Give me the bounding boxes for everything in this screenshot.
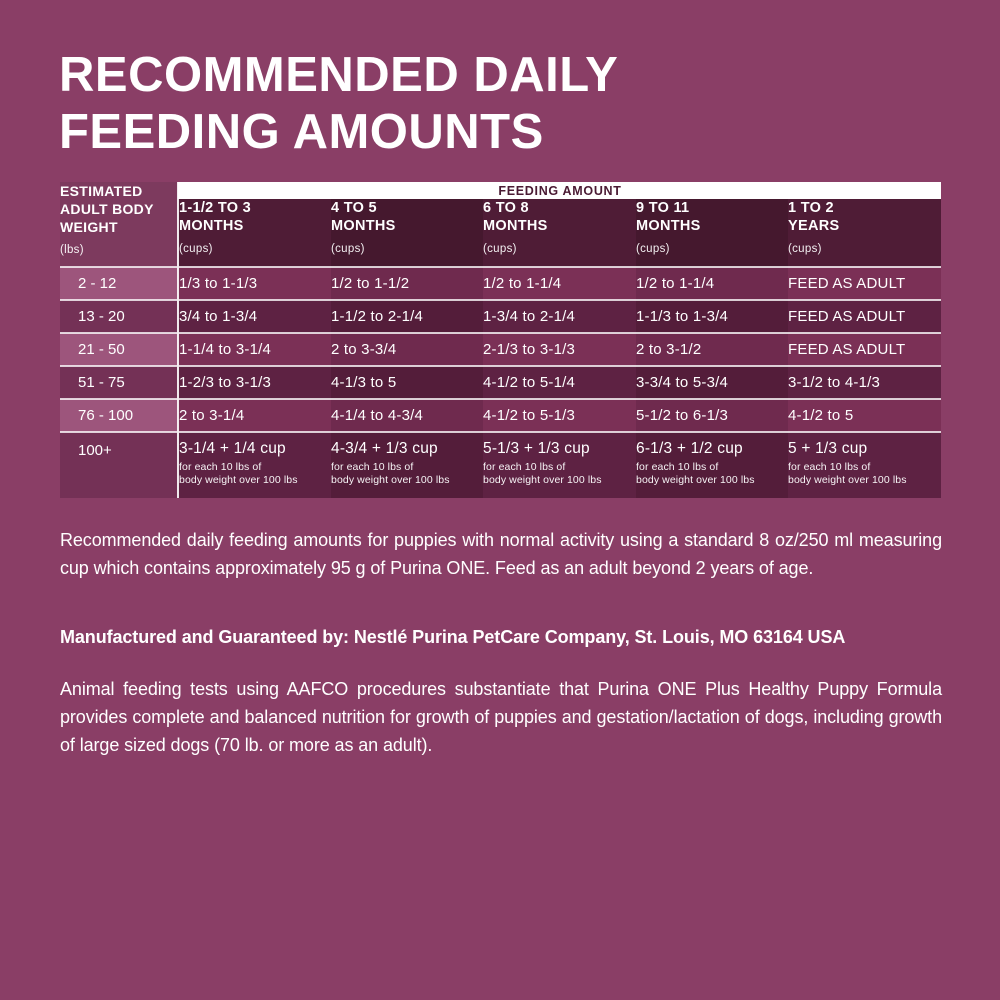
- weight-header-cell: [60, 182, 178, 267]
- feeding-value-cell: [788, 432, 941, 498]
- col-header-range: 9 TO 11: [636, 200, 690, 216]
- feeding-value-cell: 5-1/2 to 6-1/3: [636, 399, 788, 432]
- feeding-value-cell: 2-1/3 to 3-1/3: [483, 333, 636, 366]
- feeding-value-cell: 4-1/2 to 5: [788, 399, 941, 432]
- feeding-value-sub1: for each 10 lbs of: [331, 461, 414, 473]
- table-row-13-20: [60, 300, 941, 333]
- feeding-value-main: 5 + 1/3 cup: [788, 440, 868, 457]
- feeding-value-cell: 1-2/3 to 3-1/3: [178, 366, 331, 399]
- feeding-value-cell: FEED AS ADULT: [788, 300, 941, 333]
- col-header-period: MONTHS: [636, 218, 701, 234]
- feeding-value-main: 5-1/3 + 1/3 cup: [483, 440, 590, 457]
- feeding-value-cell: [178, 432, 331, 498]
- feeding-value-sub2: body weight over 100 lbs: [179, 473, 298, 486]
- feeding-value-cell: 4-1/2 to 5-1/4: [483, 366, 636, 399]
- feeding-value-sub2: body weight over 100 lbs: [636, 473, 755, 486]
- feeding-value-cell: 1/2 to 1-1/4: [483, 267, 636, 300]
- note-paragraph: Recommended daily feeding amounts for puppies with normal activity using a standard 8 oz/250 ml measuring cup which contains approximately 95 g of Purina ONE. Feed as an adult beyond 2 years of age.: [60, 530, 942, 578]
- weight-cell: 76 - 100: [60, 399, 178, 432]
- table-row-51-75: [60, 366, 941, 399]
- feeding-value-cell: 1-1/3 to 1-3/4: [636, 300, 788, 333]
- feeding-value-sub2: body weight over 100 lbs: [331, 473, 450, 486]
- feeding-value-sub1: for each 10 lbs of: [483, 461, 566, 473]
- feeding-value-main: 4-3/4 + 1/3 cup: [331, 440, 438, 457]
- feeding-value-cell: 1-1/4 to 3-1/4: [178, 333, 331, 366]
- feeding-value-cell: 3/4 to 1-3/4: [178, 300, 331, 333]
- weight-header-line1: ESTIMATED: [60, 183, 143, 199]
- col-header-unit: (cups): [788, 243, 822, 255]
- col-header-4-to-5-months: [331, 199, 483, 267]
- feeding-value-cell: 1-1/2 to 2-1/4: [331, 300, 483, 333]
- weight-cell: 100+: [60, 432, 178, 498]
- feeding-value-cell: 2 to 3-3/4: [331, 333, 483, 366]
- feeding-value-cell: FEED AS ADULT: [788, 333, 941, 366]
- feeding-value-sub2: body weight over 100 lbs: [788, 473, 907, 486]
- col-header-unit: (cups): [179, 243, 213, 255]
- feeding-value-cell: 1/3 to 1-1/3: [178, 267, 331, 300]
- feeding-value-cell: 3-3/4 to 5-3/4: [636, 366, 788, 399]
- col-header-range: 1 TO 2: [788, 200, 834, 216]
- table-row-76-100: [60, 399, 941, 432]
- feeding-value-main: 6-1/3 + 1/2 cup: [636, 440, 743, 457]
- feeding-amount-bar-row: [60, 182, 941, 199]
- feeding-value-sub1: for each 10 lbs of: [179, 461, 262, 473]
- feeding-value-cell: 4-1/3 to 5: [331, 366, 483, 399]
- table-row-2-12: [60, 267, 941, 300]
- feeding-value-sub1: for each 10 lbs of: [788, 461, 871, 473]
- col-header-1-1-2-to-3-months: [178, 199, 331, 267]
- feeding-amount-header: FEEDING AMOUNT: [178, 182, 941, 199]
- aafco-paragraph: Animal feeding tests using AAFCO procedures substantiate that Purina ONE Plus Healthy Puppy Formula provides complete and balanced nutrition for growth of puppies and gestation/lactation of dogs, including growth of large sized dogs (70 lb. or more as an adult).: [60, 679, 942, 755]
- feeding-value-sub1: for each 10 lbs of: [636, 461, 719, 473]
- feeding-value-cell: 4-1/4 to 4-3/4: [331, 399, 483, 432]
- weight-header-line3: WEIGHT: [60, 219, 118, 235]
- col-header-period: YEARS: [788, 218, 840, 234]
- col-header-unit: (cups): [483, 243, 517, 255]
- feeding-value-cell: 4-1/2 to 5-1/3: [483, 399, 636, 432]
- col-header-period: MONTHS: [483, 218, 548, 234]
- col-header-unit: (cups): [331, 243, 365, 255]
- feeding-amounts-table: [60, 182, 941, 498]
- col-header-unit: (cups): [636, 243, 670, 255]
- col-header-period: MONTHS: [331, 218, 396, 234]
- feeding-value-cell: [483, 432, 636, 498]
- feeding-value-cell: [331, 432, 483, 498]
- col-header-6-to-8-months: [483, 199, 636, 267]
- col-header-range: 4 TO 5: [331, 200, 377, 216]
- page-title: [59, 47, 618, 161]
- month-header-row: [60, 199, 941, 267]
- feeding-value-cell: 2 to 3-1/4: [178, 399, 331, 432]
- col-header-9-to-11-months: [636, 199, 788, 267]
- col-header-range: 6 TO 8: [483, 200, 529, 216]
- feeding-value-cell: 1/2 to 1-1/4: [636, 267, 788, 300]
- weight-header-line2: ADULT BODY: [60, 201, 154, 217]
- feeding-value-cell: [636, 432, 788, 498]
- feeding-value-cell: 1-3/4 to 2-1/4: [483, 300, 636, 333]
- feeding-value-cell: 2 to 3-1/2: [636, 333, 788, 366]
- feeding-value-cell: 1/2 to 1-1/2: [331, 267, 483, 300]
- feeding-value-cell: 3-1/2 to 4-1/3: [788, 366, 941, 399]
- table-row-21-50: [60, 333, 941, 366]
- col-header-period: MONTHS: [179, 218, 244, 234]
- page-title-line1: RECOMMENDED DAILY: [59, 48, 619, 102]
- weight-cell: 2 - 12: [60, 267, 178, 300]
- weight-cell: 51 - 75: [60, 366, 178, 399]
- feeding-value-sub2: body weight over 100 lbs: [483, 473, 602, 486]
- weight-cell: 21 - 50: [60, 333, 178, 366]
- feeding-value-cell: FEED AS ADULT: [788, 267, 941, 300]
- table-row-100-plus: [60, 432, 941, 498]
- col-header-1-to-2-years: [788, 199, 941, 267]
- feeding-value-main: 3-1/4 + 1/4 cup: [179, 440, 286, 457]
- col-header-range: 1-1/2 TO 3: [179, 200, 252, 216]
- manufacturer-line: Manufactured and Guaranteed by: Nestlé Purina PetCare Company, St. Louis, MO 63164 USA: [60, 627, 846, 647]
- page-title-line2: FEEDING AMOUNTS: [59, 105, 544, 159]
- weight-header-unit: (lbs): [60, 244, 84, 256]
- weight-cell: 13 - 20: [60, 300, 178, 333]
